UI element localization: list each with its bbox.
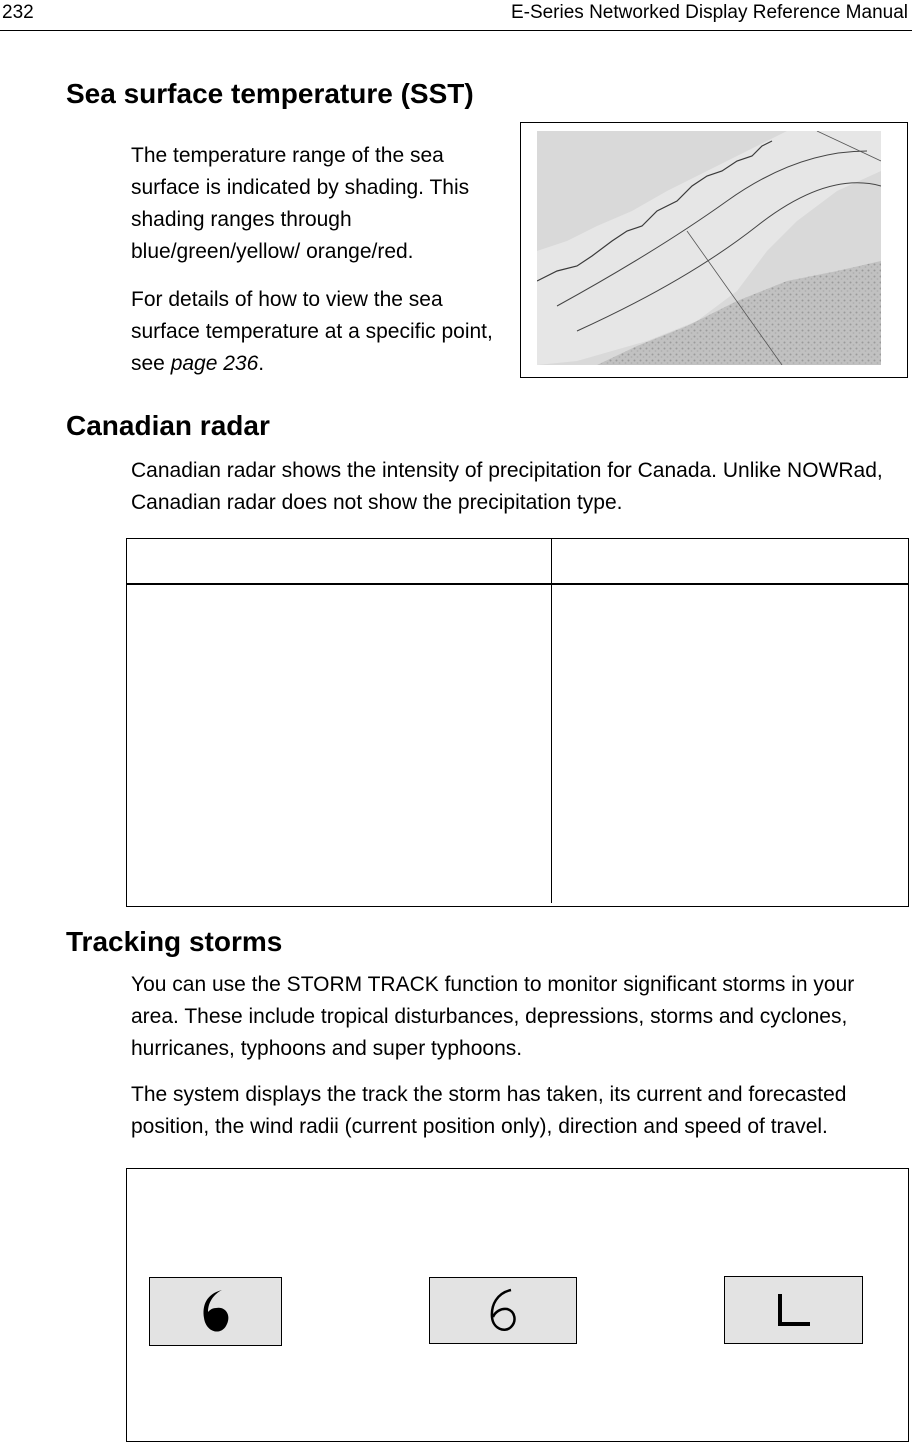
table-header-divider xyxy=(127,583,908,585)
storm-display-description: The system displays the track the storm has taken, its current and forecasted position, the wind radii (current position only), direction and speed of travel. xyxy=(131,1083,847,1138)
storm-symbols-figure xyxy=(126,1168,909,1442)
header-divider xyxy=(0,30,912,31)
table-column-divider xyxy=(551,539,552,903)
sst-heading: Sea surface temperature (SST) xyxy=(66,78,474,109)
page-236-link[interactable]: page 236 xyxy=(170,352,259,375)
sst-map-figure xyxy=(520,122,908,378)
tracking-storms-heading: Tracking storms xyxy=(66,926,283,957)
sst-reference xyxy=(131,284,511,380)
sst-description: The temperature range of the sea surface is indicated by shading. This shading ranges through blue/green/yellow/ orange/red. xyxy=(131,144,470,263)
manual-title: E-Series Networked Display Reference Manual xyxy=(510,2,908,23)
tropical-storm-symbol-box xyxy=(429,1277,577,1344)
canadian-radar-heading: Canadian radar xyxy=(66,410,270,441)
radar-legend-table xyxy=(126,538,909,907)
canadian-radar-description: Canadian radar shows the intensity of precipitation for Canada. Unlike NOWRad, Canadian radar does not show the precipitation type. xyxy=(131,459,883,514)
tropical-storm-outline-symbol-icon xyxy=(483,1287,523,1335)
low-pressure-symbol-box xyxy=(724,1276,863,1344)
page-number: 232 xyxy=(2,2,34,23)
sst-map-image xyxy=(537,131,881,365)
storm-track-description: You can use the STORM TRACK function to monitor significant storms in your area. These include tropical disturbances, depressions, storms and cyclones, hurricanes, typhoons and super typhoons. xyxy=(131,973,855,1060)
low-pressure-l-symbol-icon xyxy=(774,1290,814,1330)
hurricane-symbol-box xyxy=(149,1277,282,1346)
sst-reference-text: For details of how to view the sea surface temperature at a specific point, see xyxy=(131,288,493,375)
hurricane-filled-symbol-icon xyxy=(196,1288,236,1336)
sst-reference-period: . xyxy=(258,352,265,375)
